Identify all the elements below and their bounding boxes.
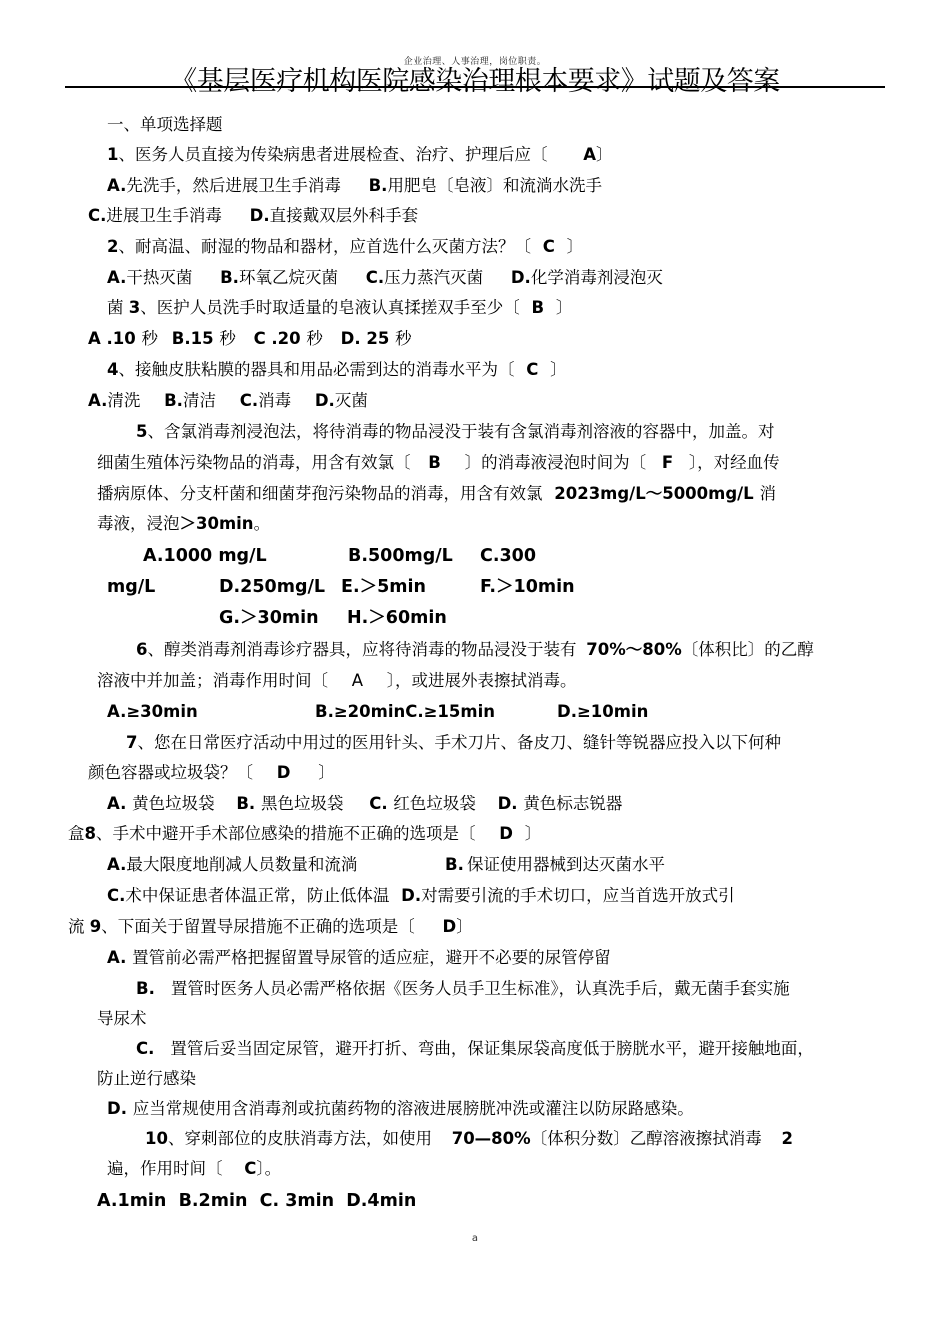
bracket: 〕 (596, 145, 613, 164)
bracket: 〕 (566, 237, 584, 256)
option-text: 防止逆行感染 (97, 1069, 196, 1088)
option-text: 黄色标志锐器 (523, 794, 623, 813)
question-number: 7 (126, 733, 138, 752)
option-label: B. (136, 979, 155, 998)
question-number: 6 (136, 640, 148, 659)
wrapped-text: 菌 (107, 298, 129, 317)
question-5-line-4 (97, 513, 270, 535)
option-label: C. (239, 391, 259, 410)
answer: C (526, 360, 539, 379)
question-text: 播病原体、分支杆菌和细菌芽孢污染物品的消毒，用含有效氯 (97, 484, 543, 503)
question-text: 遍，作用时间〔 (107, 1159, 223, 1178)
option-label: A. (107, 794, 127, 813)
question-number: 9 (89, 917, 102, 936)
option-text: 黑色垃圾袋 (260, 794, 344, 813)
option-text: 环氧乙烷灭菌 (238, 268, 338, 287)
option-text: 用肥皂〔皂液〕和流淌水洗手 (387, 176, 602, 195)
question-text: 细菌生殖体污染物品的消毒，用含有效氯〔 (97, 453, 411, 472)
question-text: 〕，对经血传 (688, 453, 780, 472)
option-text: 置管前必需严格把握留置导尿管的适应症，避开不必要的尿管停留 (132, 948, 611, 967)
question-5-line-2 (97, 452, 780, 474)
option-text: 应当常规使用含消毒剂或抗菌药物的溶液进展膀胱冲洗或灌注以防尿路感染。 (132, 1099, 694, 1118)
question-text: 〔体积分数〕乙醇溶液擦拭消毒 (530, 1129, 762, 1148)
option-text: 最大限度地削减人员数量和流淌 (126, 855, 358, 874)
option-label: C. (136, 1039, 155, 1058)
question-6 (136, 639, 814, 661)
option-label: C. (107, 886, 126, 905)
question-9-option-b (136, 978, 790, 1000)
concentration: 2023mg/L～5000mg/L (554, 484, 754, 503)
option-label: D. (249, 206, 270, 225)
option: D. 25 (340, 329, 390, 348)
option-label: C. (369, 794, 388, 813)
question-text: 。 (253, 514, 271, 533)
question-4-options (88, 390, 368, 412)
question-9-option-c (136, 1038, 814, 1060)
question-4 (107, 359, 567, 381)
question-5-options-1 (143, 545, 537, 567)
question-9-option-d (107, 1098, 694, 1120)
question-text: 、医护人员洗手时取适量的皂液认真揉搓双手至少〔 (140, 298, 520, 317)
wrapped-text: 流 (68, 917, 90, 936)
question-1 (107, 144, 613, 166)
option-label: B. (220, 268, 239, 287)
option: F.＞10min (480, 577, 575, 597)
question-9-option-b-cont (97, 1008, 147, 1030)
question-10-line-2 (107, 1158, 281, 1180)
option-label: D. (510, 268, 531, 287)
question-text: 、接触皮肤粘膜的器具和用品必需到达的消毒水平为〔 (118, 360, 515, 379)
question-8-options-ab (107, 854, 665, 876)
question-1-options-cd (88, 205, 418, 227)
question-text: 、手术中避开手术部位感染的措施不正确的选项是〔 (95, 824, 476, 843)
option: A .10 (88, 329, 136, 348)
question-text: 、穿刺部位的皮肤消毒方法，如使用 (167, 1129, 432, 1148)
question-number: 10 (145, 1129, 168, 1148)
option: E.＞5min (341, 577, 426, 597)
option-text: 术中保证患者体温正常，防止低体温 (125, 886, 390, 905)
unit: 秒 (395, 329, 412, 348)
option-text: 压力蒸汽灭菌 (384, 268, 484, 287)
answer: B (428, 453, 441, 472)
bracket: 〕 (550, 360, 567, 379)
question-text: 、耐高温、耐湿的物品和器材，应首选什么灭菌方法？〔 (118, 237, 531, 256)
option-text: 保证使用器械到达灭菌水平 (467, 855, 665, 874)
question-10-options (97, 1190, 416, 1212)
option-label: B. (236, 794, 256, 813)
answer: C (244, 1159, 257, 1178)
option: D.≥10min (557, 702, 649, 721)
unit: 秒 (219, 329, 236, 348)
bracket: 〕 (318, 763, 335, 782)
unit: 秒 (141, 329, 158, 348)
option: A.≥30min (107, 702, 198, 721)
option-text: 清洁 (182, 391, 216, 410)
question-2-options (107, 267, 663, 289)
answer: C (542, 237, 555, 256)
option-text: 进展卫生手消毒 (106, 206, 222, 225)
duration: ＞30min (179, 514, 254, 533)
bracket: 〕 (456, 917, 473, 936)
option: C .20 (253, 329, 301, 348)
question-text: 〕，或进展外表擦拭消毒。 (386, 671, 577, 690)
answer: A (583, 145, 597, 164)
option-text: 灭菌 (334, 391, 368, 410)
option-label: B. (368, 176, 388, 195)
question-7-line-2 (88, 762, 335, 784)
option-text: 消毒 (258, 391, 292, 410)
option-text: 先洗手，然后进展卫生手消毒 (126, 176, 341, 195)
unit: 秒 (306, 329, 323, 348)
option: B.500mg/L (348, 546, 453, 566)
question-text: 、您在日常医疗活动中用过的医用针头、手术刀片、备皮刀、缝针等锐器应投入以下何种 (137, 733, 781, 752)
question-text: 毒液，浸泡 (97, 514, 180, 533)
question-9 (68, 916, 473, 938)
answer: B (531, 298, 545, 317)
question-number: 2 (107, 237, 119, 256)
section-label: 一、单项选择题 (107, 115, 223, 134)
option-text: 清洗 (107, 391, 141, 410)
question-6-line-2 (97, 670, 577, 692)
page-footer: a (471, 1233, 479, 1244)
question-number: 8 (84, 824, 96, 843)
option: mg/L (107, 577, 156, 597)
option-label: A. (88, 391, 108, 410)
option-label: A. (107, 948, 127, 967)
option: B.≥20minC.≥15min (315, 702, 495, 721)
question-6-options (107, 701, 649, 723)
question-8-options-cd (107, 885, 735, 907)
option-label: D. (314, 391, 335, 410)
option-text: 黄色垃圾袋 (132, 794, 215, 813)
page-title: 《基层医疗机构医院感染治理根本要求》试题及答案 (170, 66, 780, 97)
question-5 (136, 421, 774, 443)
option-label: A. (107, 268, 127, 287)
option-label: B. (445, 855, 464, 874)
option-text: 化学消毒剂浸泡灭 (530, 268, 663, 287)
question-3 (107, 297, 572, 319)
question-7 (126, 732, 781, 754)
question-text: 、下面关于留置导尿措施不正确的选项是〔 (101, 917, 415, 936)
bracket: 〕 (524, 824, 542, 843)
option-text: 干热灭菌 (126, 268, 193, 287)
answer: A (351, 671, 364, 690)
question-5-options-2 (107, 576, 575, 598)
option-label: C. (365, 268, 385, 287)
question-number: 4 (107, 360, 119, 379)
question-text: 颜色容器或垃圾袋？〔 (88, 763, 253, 782)
concentration: 70%～80% (586, 640, 682, 659)
option-label: D. (107, 1099, 127, 1118)
option: B.15 (171, 329, 214, 348)
question-8 (68, 823, 541, 845)
option: G.＞30min (219, 608, 319, 628)
question-number: 1 (107, 145, 119, 164)
count: 2 (781, 1129, 793, 1148)
bracket: 〕。 (256, 1159, 282, 1178)
answer: F (661, 453, 674, 472)
question-text: 消 (759, 484, 776, 503)
bracket: 〕 (555, 298, 573, 317)
option-label: A. (107, 176, 127, 195)
question-number: 3 (128, 298, 141, 317)
question-1-options-ab (107, 175, 602, 197)
option: D.250mg/L (219, 577, 326, 597)
option-label: A. (107, 855, 127, 874)
question-text: 溶液中并加盖；消毒作用时间〔 (97, 671, 328, 690)
option-text: 置管时医务人员必需严格依据《医务人员手卫生标准》，认真洗手后，戴无菌手套实施 (170, 979, 790, 998)
answer: D (499, 824, 513, 843)
question-9-option-c-cont (97, 1068, 196, 1090)
option-label: C. (88, 206, 107, 225)
option-text: 直接戴双层外科手套 (269, 206, 419, 225)
option-text: 对需要引流的手术切口，应当首选开放式引 (421, 886, 735, 905)
question-2 (107, 236, 583, 258)
question-9-option-a (107, 947, 611, 969)
question-text: 〔体积比〕的乙醇 (681, 640, 814, 659)
question-text: 〕的消毒液浸泡时间为〔 (464, 453, 647, 472)
question-5-options-3 (219, 607, 447, 629)
question-text: 、医务人员直接为传染病患者进展检查、治疗、护理后应〔 (118, 145, 548, 164)
option-label: B. (164, 391, 183, 410)
answer: D (276, 763, 291, 782)
option-label: D. (401, 886, 422, 905)
option-text: 导尿术 (97, 1009, 147, 1028)
option: H.＞60min (347, 608, 447, 628)
option-text: 红色垃圾袋 (393, 794, 476, 813)
question-10 (145, 1128, 793, 1150)
header-note: 企业治理、人事治理，岗位职责。 (403, 57, 547, 67)
options: A.1min B.2min C. 3min D.4min (97, 1191, 417, 1211)
concentration: 70—80% (451, 1129, 531, 1148)
wrapped-text: 盒 (68, 824, 85, 843)
question-text: 、含氯消毒剂浸泡法，将待消毒的物品浸没于装有含氯消毒剂溶液的容器中，加盖。对 (147, 422, 775, 441)
option: C.300 (480, 546, 537, 566)
answer: D (442, 917, 457, 936)
section-heading (107, 114, 223, 136)
question-3-options (88, 328, 412, 350)
question-5-line-3 (97, 483, 776, 505)
option-label: D. (497, 794, 518, 813)
question-text: 、醇类消毒剂消毒诊疗器具，应将待消毒的物品浸没于装有 (147, 640, 577, 659)
question-number: 5 (136, 422, 148, 441)
option: A.1000 mg/L (143, 546, 267, 566)
option-text: 置管后妥当固定尿管，避开打折、弯曲，保证集尿袋高度低于膀胱水平，避开接触地面， (170, 1039, 814, 1058)
question-7-options (107, 793, 622, 815)
